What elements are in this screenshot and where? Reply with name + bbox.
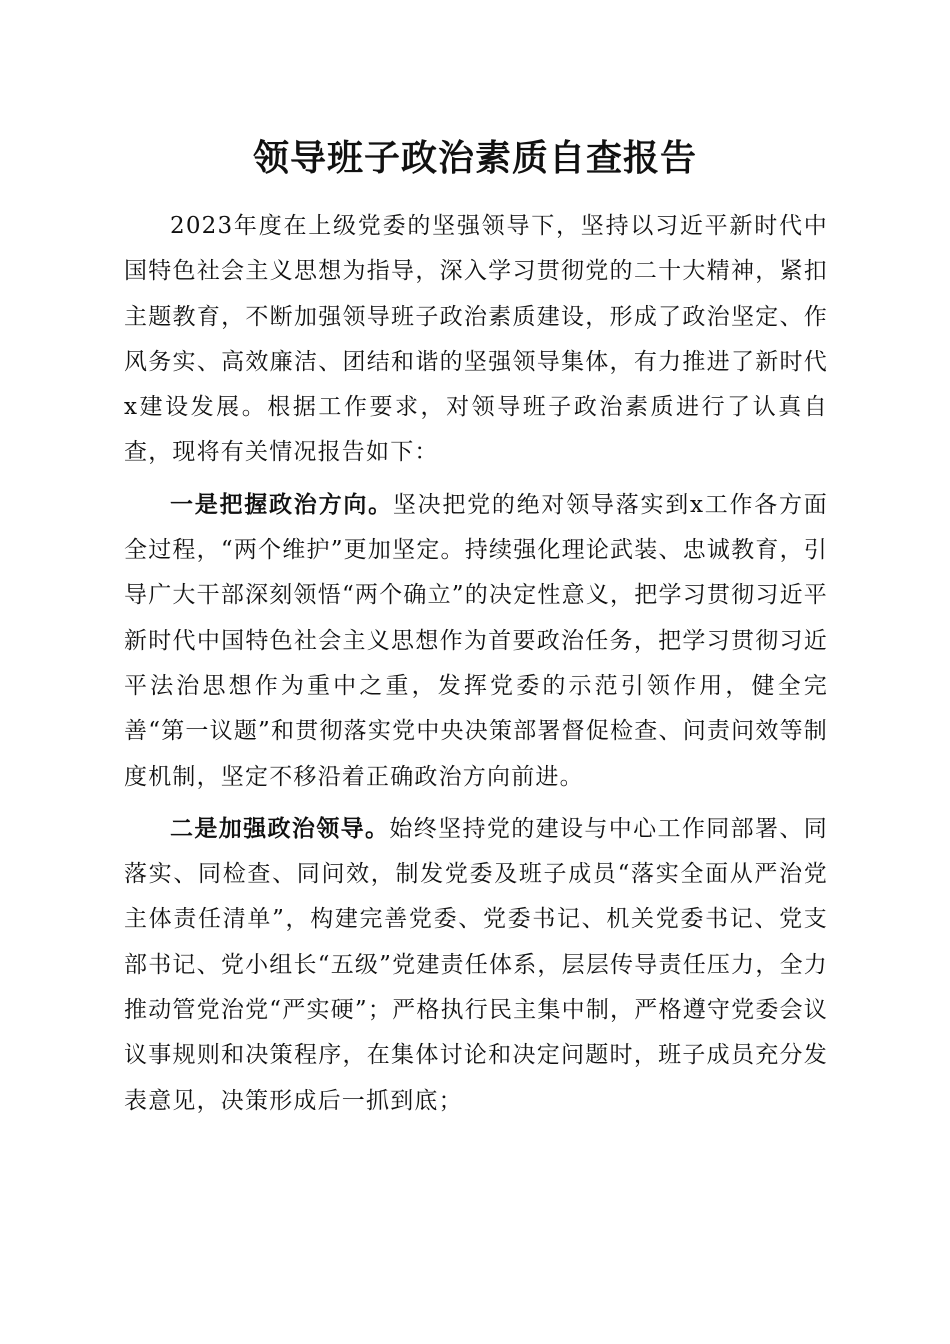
document-title: 领导班子政治素质自查报告	[252, 137, 697, 179]
intro-paragraph	[124, 204, 828, 476]
paragraph-lead: 二是加强政治领导。	[170, 814, 390, 842]
paragraph-lead: 一是把握政治方向。	[170, 490, 393, 518]
document-body	[124, 204, 828, 1130]
section-paragraph-political-direction	[124, 482, 828, 800]
paragraph-text: 2023年度在上级党委的坚强领导下，坚持以习近平新时代中国特色社会主义思想为指导，深入学习贯彻党的二十大精神，紧扣主题教育，不断加强领导班子政治素质建设，形成了政治坚定、作风务实、高效廉洁、团结和谐的坚强领导集体，有力推进了新时代x建设发展。根据工作要求，对领导班子政治素质进行了认真自查，现将有关情况报告如下：	[124, 213, 828, 466]
paragraph-text: 坚决把党的绝对领导落实到x工作各方面全过程，“两个维护”更加坚定。持续强化理论武装、忠诚教育，引导广大干部深刻领悟“两个确立”的决定性意义，把学习贯彻习近平新时代中国特色社会主义思想作为首要政治任务，把学习贯彻习近平法治思想作为重中之重，发挥党委的示范引领作用，健全完善“第一议题”和贯彻落实党中央决策部署督促检查、问责问效等制度机制，坚定不移沿着正确政治方向前进。	[124, 491, 828, 790]
paragraph-text: 始终坚持党的建设与中心工作同部署、同落实、同检查、同问效，制发党委及班子成员“落实全面从严治党主体责任清单”，构建完善党委、党委书记、机关党委书记、党支部书记、党小组长“五级”党建责任体系，层层传导责任压力，全力推动管党治党“严实硬”；严格执行民主集中制，严格遵守党委会议议事规则和决策程序，在集体讨论和决定问题时，班子成员充分发表意见，决策形成后一抓到底；	[124, 815, 828, 1114]
section-paragraph-political-leadership	[124, 806, 828, 1124]
